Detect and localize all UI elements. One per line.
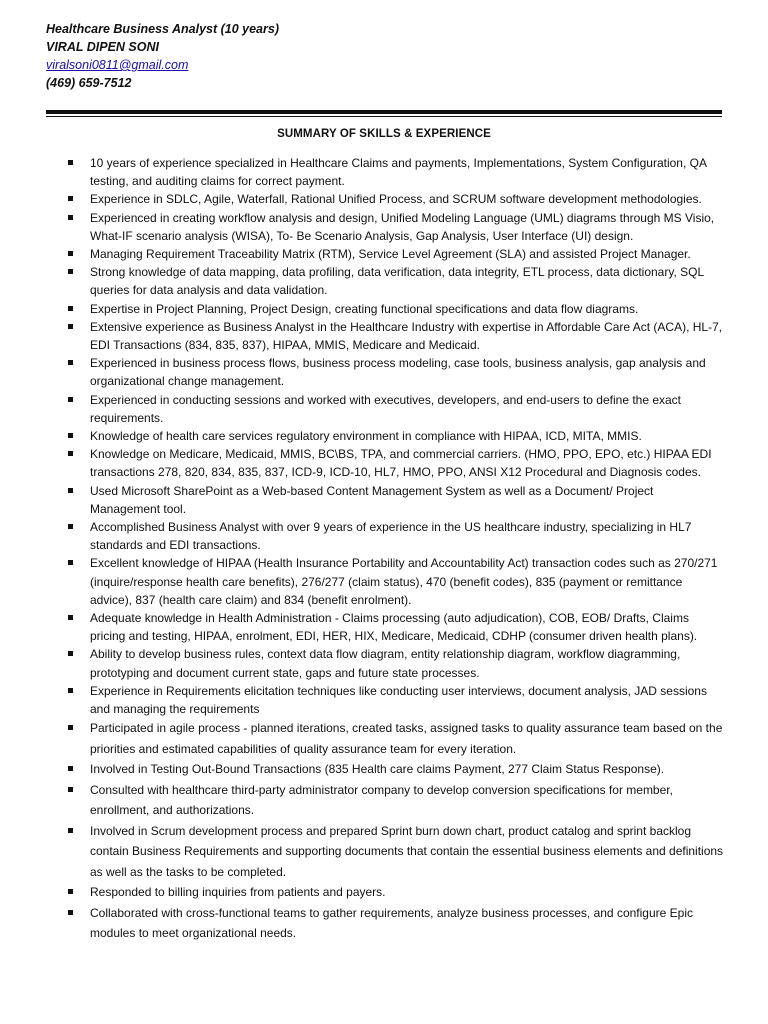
list-item-text: Extensive experience as Business Analyst in the Healthcare Industry with expertise in Affordable Care Act (ACA), HL-7, EDI Transactions (834, 835, 837), HIPAA, MMIS, Medicare and Medicaid. — [90, 319, 723, 353]
list-item-text: Consulted with healthcare third-party administrator company to develop conversion specifications for member, enrollment, and authorizations. — [90, 782, 673, 818]
list-item-text: Knowledge on Medicare, Medicaid, MMIS, BC\BS, TPA, and commercial carriers. (HMO, PPO, EPO, etc.) HIPAA EDI transactions 278, 820, 834, 835, 837, ICD-9, ICD-10, HL7, HMO, PPO, ANSI X12 Procedural and Diagnosis codes. — [90, 447, 712, 480]
bullet-icon — [68, 269, 73, 274]
bullet-icon — [68, 688, 73, 693]
list-item — [62, 821, 724, 883]
list-item-text: Ability to develop business rules, context data flow diagram, entity relationship diagram, workflow diagramming, prototyping and document current state, gaps and future state processes. — [90, 647, 681, 680]
bullet-icon — [68, 360, 73, 365]
list-item — [62, 209, 724, 245]
list-item — [62, 882, 724, 903]
list-item-text: Involved in Scrum development process and prepared Sprint burn down chart, product catalog and sprint backlog contain Business Requirements and supporting documents that contain the essential business elements and definitions as well as the tasks to be completed. — [90, 823, 724, 879]
resume-header — [46, 20, 279, 92]
list-item-text: Responded to billing inquiries from patients and payers. — [90, 885, 386, 900]
list-item-text: Expertise in Project Planning, Project Design, creating functional specifications and data flow diagrams. — [90, 301, 639, 316]
job-title: Healthcare Business Analyst (10 years) — [46, 22, 279, 36]
list-item-text: Adequate knowledge in Health Administration - Claims processing (auto adjudication), COB, EOB/ Drafts, Claims pricing and testing, HIPAA, enrolment, EDI, HER, HIX, Medicare, Medicaid, CDHP (consumer driven health plans). — [90, 611, 698, 644]
header-divider-thin — [46, 116, 722, 117]
candidate-name: VIRAL DIPEN SONI — [46, 40, 159, 54]
bullet-icon — [68, 251, 73, 256]
list-item-text: Experience in SDLC, Agile, Waterfall, Rational Unified Process, and SCRUM software development methodologies. — [90, 192, 702, 207]
list-item-text: Experienced in business process flows, business process modeling, case tools, business analysis, gap analysis and organizational change management. — [90, 356, 706, 389]
list-item-text: Strong knowledge of data mapping, data profiling, data verification, data integrity, ETL process, data dictionary, SQL queries for data analysis and data validation. — [90, 265, 704, 298]
list-item-text: Experienced in conducting sessions and worked with executives, developers, and end-users to define the exact requirements. — [90, 392, 682, 425]
bullet-icon — [68, 787, 73, 792]
bullet-icon — [68, 397, 73, 402]
list-item — [62, 718, 724, 759]
list-item — [62, 645, 724, 681]
bullet-icon — [68, 651, 73, 656]
list-item — [62, 903, 724, 944]
bullet-icon — [68, 306, 73, 311]
section-title: SUMMARY OF SKILLS & EXPERIENCE — [277, 128, 491, 140]
list-item — [62, 245, 724, 263]
list-item-text: Collaborated with cross-functional teams to gather requirements, analyze business processes, and configure Epic modules to meet organizational needs. — [90, 905, 693, 941]
phone-number: (469) 659-7512 — [46, 76, 132, 90]
list-item — [62, 300, 724, 318]
bullet-icon — [68, 324, 73, 329]
list-item-text: Excellent knowledge of HIPAA (Health Insurance Portability and Accountability Act) transaction codes such as 270/271 (inquire/response health care benefits), 276/277 (claim status), 470 (benefit codes), 835 (payment or remittance advice), 837 (health care claim) and 834 (benefit enrolment). — [90, 556, 718, 607]
bullet-icon — [68, 766, 73, 771]
list-item-text: Accomplished Business Analyst with over 9 years of experience in the US healthcare industry, specializing in HL7 standards and EDI transactions. — [90, 520, 692, 553]
list-item — [62, 427, 724, 445]
list-item — [62, 190, 724, 208]
bullet-icon — [68, 524, 73, 529]
list-item — [62, 154, 724, 190]
list-item — [62, 391, 724, 427]
list-item — [62, 609, 724, 645]
list-item-text: Managing Requirement Traceability Matrix (RTM), Service Level Agreement (SLA) and assisted Project Manager. — [90, 247, 691, 262]
skills-list — [62, 154, 724, 944]
bullet-icon — [68, 889, 73, 894]
list-item — [62, 554, 724, 609]
list-item-text: Knowledge of health care services regulatory environment in compliance with HIPAA, ICD, MITA, MMIS. — [90, 429, 642, 444]
bullet-icon — [68, 451, 73, 456]
list-item-text: Experience in Requirements elicitation techniques like conducting user interviews, document analysis, JAD sessions and managing the requirements — [90, 683, 707, 717]
list-item — [62, 682, 724, 718]
list-item — [62, 759, 724, 780]
list-item — [62, 263, 724, 299]
bullet-icon — [68, 725, 73, 730]
list-item — [62, 354, 724, 390]
list-item — [62, 482, 724, 518]
bullet-icon — [68, 433, 73, 438]
list-item-text: 10 years of experience specialized in Healthcare Claims and payments, Implementations, System Configuration, QA testing, and auditing claims for correct payment. — [90, 156, 707, 189]
list-item-text: Used Microsoft SharePoint as a Web-based Content Management System as well as a Document/ Project Management tool. — [90, 483, 654, 516]
list-item-text: Involved in Testing Out-Bound Transactions (835 Health care claims Payment, 277 Claim Status Response). — [90, 762, 665, 777]
list-item — [62, 318, 724, 354]
bullet-icon — [68, 160, 73, 165]
bullet-icon — [68, 828, 73, 833]
bullet-icon — [68, 615, 73, 620]
list-item-text: Experienced in creating workflow analysis and design, Unified Modeling Language (UML) diagrams through MS Visio, What-IF scenario analysis (WISA), To- Be Scenario Analysis, Gap Analysis, User Interface (UI) design. — [90, 210, 715, 243]
list-item-text: Participated in agile process - planned iterations, created tasks, assigned tasks to quality assurance team based on the priorities and estimated capabilities of quality assurance team for every iteration. — [90, 721, 723, 756]
bullet-icon — [68, 196, 73, 201]
email-link[interactable]: viralsoni0811@gmail.com — [46, 58, 189, 72]
list-item — [62, 518, 724, 554]
bullet-icon — [68, 560, 73, 565]
bullet-icon — [68, 910, 73, 915]
header-divider-thick — [46, 110, 722, 114]
list-item — [62, 780, 724, 821]
list-item — [62, 445, 724, 481]
bullet-icon — [68, 488, 73, 493]
bullet-icon — [68, 215, 73, 220]
